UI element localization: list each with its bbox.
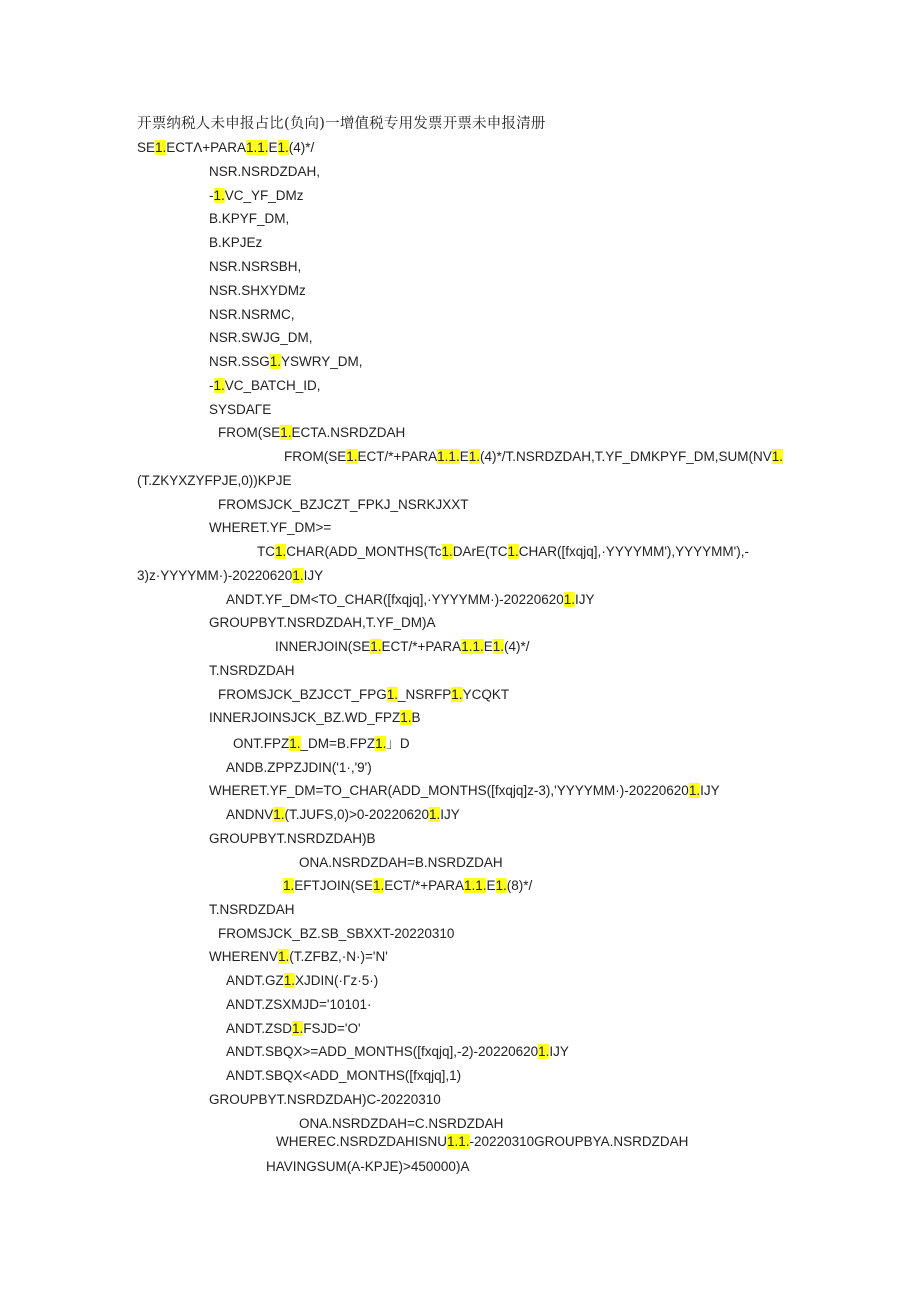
code-line [276, 1132, 688, 1152]
code-text: VC_YF_DMz [224, 188, 304, 203]
code-line [226, 1066, 461, 1086]
code-text: FROMSJCK_BZ.SB_SBXXT-20220310 [218, 926, 455, 941]
code-line [275, 637, 530, 657]
code-text: ANDT.YF_DM<TO_CHAR([fxqjq],·YYYYMM·)-20220620 [226, 592, 564, 607]
highlighted-text: 1. [155, 140, 167, 155]
code-text: - [209, 188, 214, 203]
highlighted-text: 1. [375, 736, 387, 751]
code-text: ANDT.ZSD [226, 1021, 293, 1036]
code-text: B [411, 710, 421, 725]
code-text: SYSDAΓE [209, 402, 272, 417]
code-text: (8)*/ [506, 878, 533, 893]
code-line [137, 471, 292, 491]
code-text: SE [137, 140, 156, 155]
code-text: E [459, 449, 469, 464]
code-text: ECTΛ+PARA [166, 140, 246, 155]
code-text: XJDIN(·Γz·5·) [295, 973, 379, 988]
code-text: CHAR([fxqjq],·YYYYMM'),YYYYMM'),- [518, 544, 749, 559]
code-line [209, 233, 262, 253]
highlighted-text: 1. [280, 425, 292, 440]
code-line [209, 947, 388, 967]
highlighted-text: 1. [213, 188, 225, 203]
code-line [209, 708, 421, 728]
highlighted-text: 1. [373, 878, 385, 893]
code-text: FROMSJCK_BZJCCT_FPG [218, 687, 387, 702]
code-text: ECT/*+PARA [384, 878, 464, 893]
code-text: FSJD='O' [303, 1021, 361, 1036]
highlighted-text: 1. [492, 639, 504, 654]
code-text: IJY [700, 783, 720, 798]
code-text: NSR.NSRMC, [209, 307, 295, 322]
code-line [137, 138, 314, 158]
code-line [257, 542, 749, 562]
code-text: ONA.NSRDZDAH=C.NSRDZDAH [299, 1116, 504, 1131]
code-text: YCQKT [462, 687, 510, 702]
code-text: TC [257, 544, 275, 559]
code-line [283, 876, 532, 896]
code-line [218, 495, 469, 515]
code-text: HAVINGSUM(A-KPJE)>450000)A [266, 1159, 470, 1174]
code-text: NSR.SHXYDMz [209, 283, 306, 298]
code-line [209, 400, 271, 420]
code-text: T.NSRDZDAH [209, 902, 295, 917]
highlighted-text: 1.1. [463, 878, 487, 893]
code-line [226, 995, 372, 1015]
highlighted-text: 1. [468, 449, 480, 464]
code-text: ANDT.GZ [226, 973, 284, 988]
code-text: WHERET.YF_DM=TO_CHAR(ADD_MONTHS([fxqjq]z-3),'YYYYMM·)-20220620 [209, 783, 689, 798]
code-text: WHEREC.NSRDZDAHISNU [276, 1134, 448, 1149]
code-line [209, 829, 376, 849]
code-text: _NSRFP [398, 687, 452, 702]
code-text: INNERJOIN(SE [275, 639, 371, 654]
code-text: E [268, 140, 278, 155]
code-line [218, 423, 405, 443]
highlighted-text: 1.1. [447, 1134, 470, 1149]
code-text: GROUPBYT.NSRDZDAH)B [209, 831, 376, 846]
code-line [209, 186, 304, 206]
code-line [299, 1114, 503, 1134]
code-text: DArE(TC [452, 544, 508, 559]
code-text: ANDT.ZSXMJD='10101· [226, 997, 372, 1012]
highlighted-text: 1. [277, 140, 289, 155]
code-line [209, 162, 320, 182]
code-text: (T.ZKYXZYFPJE,0))KPJE [137, 473, 292, 488]
code-text: VC_BATCH_ID, [224, 378, 321, 393]
code-text: _DM=B.FPZ [300, 736, 376, 751]
code-text: IJY [549, 1044, 569, 1059]
code-text: E [483, 639, 493, 654]
code-line [233, 734, 410, 754]
code-line [209, 376, 321, 396]
code-line [209, 613, 436, 633]
code-text: IJY [303, 568, 324, 583]
highlighted-text: 1. [771, 449, 784, 464]
code-text: (T.JUFS,0)>0-20220620 [284, 807, 429, 822]
highlighted-text: 1. [346, 449, 358, 464]
code-text: IJY [575, 592, 595, 607]
highlighted-text: 1. [400, 710, 412, 725]
code-line [266, 1157, 469, 1177]
code-text: (4)*/ [288, 140, 315, 155]
highlighted-text: 1. [507, 544, 519, 559]
code-line [226, 590, 595, 610]
highlighted-text: 1. [273, 807, 285, 822]
code-text: CHAR(ADD_MONTHS(Tc [286, 544, 442, 559]
code-text: GROUPBYT.NSRDZDAH)C-20220310 [209, 1092, 441, 1107]
code-text: B.KPJEz [209, 235, 263, 250]
highlighted-text: 1. [688, 783, 701, 798]
highlighted-text: 1. [370, 639, 382, 654]
code-text: - [209, 378, 214, 393]
highlighted-text: 1. [441, 544, 453, 559]
code-text: GROUPBYT.NSRDZDAH,T.YF_DM)A [209, 615, 436, 630]
highlighted-text: 1.1. [461, 639, 484, 654]
code-text: WHERET.YF_DM>= [209, 520, 332, 535]
code-line [226, 971, 378, 991]
highlighted-text: 1.1. [245, 140, 269, 155]
highlighted-text: 1. [269, 354, 282, 369]
code-line [226, 1042, 569, 1062]
code-text: NSR.NSRSBH, [209, 259, 302, 274]
code-text: IJY [440, 807, 460, 822]
highlighted-text: 1. [278, 949, 290, 964]
code-text: YSWRY_DM, [281, 354, 363, 369]
code-text: FROM(SE [218, 425, 281, 440]
code-line [226, 1019, 361, 1039]
highlighted-text: 1. [213, 378, 225, 393]
highlighted-text: 1. [283, 878, 295, 893]
code-text: B.KPYF_DM, [209, 211, 290, 226]
highlighted-text: 1. [386, 687, 399, 702]
code-text: FROM(SE [284, 449, 347, 464]
code-line [209, 281, 306, 301]
code-text: ANDT.SBQX>=ADD_MONTHS([fxqjq],-2)-20220620 [226, 1044, 539, 1059]
code-text: -20220310GROUPBYA.NSRDZDAH [469, 1134, 689, 1149]
code-line [209, 257, 301, 277]
code-line [209, 900, 295, 920]
code-line [299, 853, 503, 873]
code-line [226, 758, 372, 778]
code-text: ECT/*+PARA [357, 449, 438, 464]
highlighted-text: 1. [289, 736, 301, 751]
code-text: 3)z·YYYYMM·)-20220620 [137, 568, 293, 583]
code-text: ONA.NSRDZDAH=B.NSRDZDAH [299, 855, 503, 870]
code-text: ANDB.ZPPZJDIN('1·,'9') [226, 760, 372, 775]
code-text: ANDT.SBQX<ADD_MONTHS([fxqjq],1) [226, 1068, 462, 1083]
code-text: EFTJOIN(SE [294, 878, 374, 893]
code-line [209, 1090, 441, 1110]
highlighted-text: 1.1. [437, 449, 460, 464]
highlighted-text: 1. [292, 568, 304, 583]
code-line [284, 447, 783, 467]
code-text: NSR.SWJG_DM, [209, 330, 313, 345]
code-text: 」D [386, 736, 410, 751]
code-text: (T.ZFBZ,·N·)='N' [289, 949, 388, 964]
code-text: E [486, 878, 496, 893]
code-line [209, 352, 363, 372]
code-text: WHERENV [209, 949, 279, 964]
code-text: INNERJOINSJCK_BZ.WD_FPZ [209, 710, 401, 725]
code-text: ECT/*+PARA [381, 639, 462, 654]
code-text: ANDNV [226, 807, 274, 822]
highlighted-text: 1. [563, 592, 575, 607]
highlighted-text: 1. [292, 1021, 304, 1036]
code-line [226, 805, 460, 825]
code-line [209, 781, 720, 801]
highlighted-text: 1. [275, 544, 287, 559]
code-text: (4)*/ [504, 639, 530, 654]
highlighted-text: 1. [283, 973, 296, 988]
code-line [209, 328, 313, 348]
code-line [209, 209, 289, 229]
highlighted-text: 1. [428, 807, 441, 822]
code-line [218, 924, 454, 944]
code-text: FROMSJCK_BZJCZT_FPKJ_NSRKJXXT [218, 497, 469, 512]
code-text: ONT.FPZ [233, 736, 290, 751]
code-text: ECTA.NSRDZDAH [291, 425, 406, 440]
code-text: NSR.SSG [209, 354, 270, 369]
document-title: 开票纳税人未申报占比(负向)一增值税专用发票开票未申报清册 [137, 116, 546, 132]
code-text: (4)*/T.NSRDZDAH,T.YF_DMKPYF_DM,SUM(NV [479, 449, 772, 464]
code-text: T.NSRDZDAH [209, 663, 295, 678]
highlighted-text: 1. [451, 687, 463, 702]
highlighted-text: 1. [538, 1044, 550, 1059]
code-line [218, 685, 509, 705]
code-line [209, 661, 295, 681]
code-line [209, 518, 331, 538]
code-text: NSR.NSRDZDAH, [209, 164, 321, 179]
code-line [137, 566, 323, 586]
code-line [209, 305, 295, 325]
highlighted-text: 1. [495, 878, 507, 893]
